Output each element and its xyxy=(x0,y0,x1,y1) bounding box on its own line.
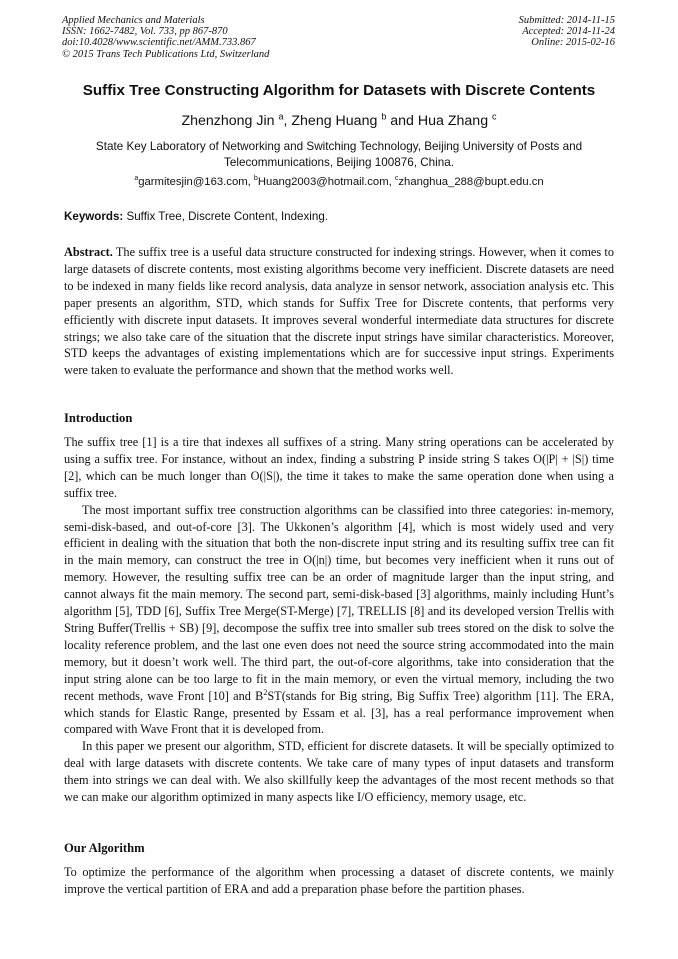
author-emails xyxy=(0,176,678,188)
intro-paragraph-1: The suffix tree [1] is a tire that indexes all suffixes of a string. Many string operations can be accelerated by using a suffix tree. For instance, without an index, finding a substring P inside string S takes O(|P| + |S|) time [2], which can be much longer than O(|S|), the time it takes to make the same operation done when using a suffix tree. xyxy=(64,435,614,500)
author-separator: and xyxy=(386,113,418,129)
email-address: garmitesjin@163.com, xyxy=(138,176,254,188)
keywords xyxy=(64,210,328,223)
author-affil-mark: c xyxy=(492,111,497,122)
author-name: Hua Zhang xyxy=(417,113,489,129)
author-affil-mark: b xyxy=(381,111,387,122)
intro-paragraph-2 xyxy=(64,502,614,739)
section-heading-our-algorithm: Our Algorithm xyxy=(64,841,145,855)
copyright-line: © 2015 Trans Tech Publications Ltd, Switzerland xyxy=(62,48,270,60)
intro-paragraph-3: In this paper we present our algorithm, STD, efficient for discrete datasets. It will be specially optimized to deal with large datasets with discrete contents. We take care of many types of input datasets and transform them into strings we can deal with. We also skillfully keep the advantages of the most recent methods so that we can make our algorithm optimized in many aspects like I/O efficiency, memory usage, etc. xyxy=(64,739,614,805)
submitted-date: Submitted: 2014-11-15 xyxy=(518,15,615,26)
email-mark: c xyxy=(394,175,399,183)
author-affil-mark: a xyxy=(278,111,284,122)
abstract-text: The suffix tree is a useful data structure constructed for indexing strings. However, when it comes to large datasets of discrete contents, most existing algorithms become very inefficient. Discrete datasets are need to be indexed in many fields like record analysis, data analyze in sensor network, association analysis etc. This paper presents an algorithm, STD, which stands for Suffix Tree for Discrete contents, that performs very efficiently with discrete input datasets. It improves several wonderful intermediate data structures for discrete strings; we also take care of the situation that the discrete input strings have similar characteristics. Moreover, STD keeps the advantages of existing implementations which are for successive input strings. Experiments were taken to evaluate the performance and shown that the method works well. xyxy=(64,245,614,378)
keywords-text: Suffix Tree, Discrete Content, Indexing. xyxy=(123,210,328,223)
doi-line: doi:10.4028/www.scientific.net/AMM.733.867 xyxy=(62,37,256,49)
our-algorithm-paragraph: To optimize the performance of the algorithm when processing a dataset of discrete contents, we mainly improve the vertical partition of ERA and add a preparation phase before the partition phases. xyxy=(64,865,614,896)
abstract-label: Abstract. xyxy=(64,245,113,259)
intro-paragraph-2-text-cont: ST(stands for Big string, Big Suffix Tree) algorithm [11]. The ERA, which stands for Elastic Range, presented by Essam et al. [3], has a real performance improvement when compared with Wave Front that it is developed from. xyxy=(64,688,614,737)
abstract xyxy=(64,244,614,379)
email-address: Huang2003@hotmail.com, xyxy=(257,176,395,188)
author-name: Zheng Huang xyxy=(291,113,378,129)
section-heading-introduction: Introduction xyxy=(64,411,133,425)
author-separator: , xyxy=(283,113,292,129)
issn-line: ISSN: 1662-7482, Vol. 733, pp 867-870 xyxy=(62,26,228,38)
email-mark: a xyxy=(134,175,139,183)
introduction-body xyxy=(64,434,614,806)
superscript: 2 xyxy=(263,687,268,697)
author-name: Zhenzhong Jin xyxy=(181,113,275,129)
email-address: zhanghua_288@bupt.edu.cn xyxy=(398,176,544,188)
author-list xyxy=(0,113,678,129)
online-date: Online: 2015-02-16 xyxy=(531,37,615,49)
journal-info-header xyxy=(62,15,269,60)
dates-header xyxy=(519,15,615,49)
accepted-date: Accepted: 2014-11-24 xyxy=(522,26,615,38)
email-mark: b xyxy=(253,175,258,183)
affiliation: State Key Laboratory of Networking and Switching Technology, Beijing University of Posts and Telecommunications, Beijing 100876, China. xyxy=(95,140,583,169)
paper-title: Suffix Tree Constructing Algorithm for Datasets with Discrete Contents xyxy=(82,82,596,99)
intro-paragraph-2-text: The most important suffix tree construction algorithms can be classified into three categories: in-memory, semi-disk-based, and out-of-core [3]. The Ukkonen’s algorithm [4], which is most widely used and very efficient in dealing with the situation that both the non-discrete input string and its resulting suffix tree can fit in the main memory, can construct the tree in O(|n|) time, but becomes very inefficient when it runs out of memory. However, the resulting suffix tree can be an order of magnitude larger than the input string, and cannot always fit the main memory. The second part, semi-disk-based [3] algorithms, mainly including Hunt’s algorithm [5], TDD [6], Suffix Tree Merge(ST-Merge) [7], TRELLIS [8] and its developed version Trellis with String Buffer(Trellis + SB) [9], decompose the suffix tree into smaller sub trees stored on the disk to solve the locality reference problem, and the last one even does not need the source string accommodated into the main memory, but it doesn’t work well. The third part, the out-of-core algorithms, take into consideration that the input string alone can be too large to fit in the main memory, or even the virtual memory, including the two recent methods, wave Front [10] and B xyxy=(64,502,614,703)
journal-name: Applied Mechanics and Materials xyxy=(62,15,205,26)
keywords-label: Keywords: xyxy=(64,210,124,223)
